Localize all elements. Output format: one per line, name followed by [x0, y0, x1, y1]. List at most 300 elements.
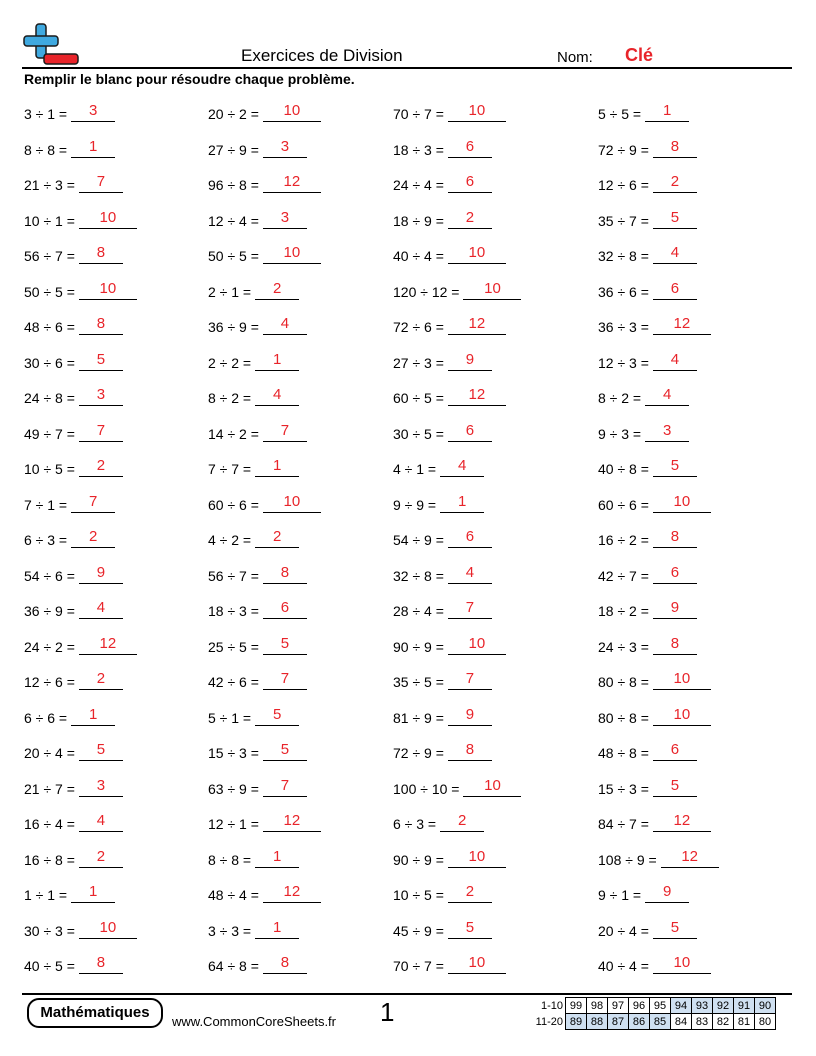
problem-question: 12 ÷ 4 =: [208, 212, 259, 229]
problem-item: [598, 169, 697, 193]
score-row: [566, 998, 776, 1014]
problem-question: 48 ÷ 8 =: [598, 745, 649, 761]
problem-item: [24, 240, 123, 264]
problem-item: [393, 666, 492, 690]
problem-item: [598, 666, 711, 690]
problem-item: [393, 773, 521, 797]
score-cell: 80: [755, 1014, 776, 1030]
problem-question: 18 ÷ 2 =: [598, 603, 649, 619]
answer-blank[interactable]: 12: [448, 385, 506, 406]
problem-question: 32 ÷ 8 =: [598, 248, 649, 264]
problem-item: [598, 98, 689, 122]
problem-item: [393, 631, 506, 655]
answer-blank[interactable]: 4: [645, 385, 689, 406]
problem-item: [393, 382, 506, 406]
answer-blank[interactable]: 7: [448, 669, 492, 690]
problem-item: [208, 595, 307, 619]
problem-question: 16 ÷ 8 =: [24, 851, 75, 868]
problem-item: [208, 382, 299, 406]
score-table: [565, 997, 776, 1030]
page-number: 1: [380, 997, 395, 1027]
problem-question: 8 ÷ 8 =: [208, 851, 252, 868]
answer-blank[interactable]: 10: [79, 918, 137, 939]
worksheet-title: Exercices de Division: [241, 46, 403, 65]
problem-question: 30 ÷ 6 =: [24, 354, 75, 371]
problem-question: 84 ÷ 7 =: [598, 816, 649, 832]
problem-question: 100 ÷ 10 =: [393, 780, 460, 797]
answer-blank[interactable]: 3: [71, 101, 115, 122]
problem-item: [598, 844, 719, 868]
answer-blank[interactable]: 8: [263, 563, 307, 584]
problem-question: 9 ÷ 9 =: [393, 496, 437, 513]
problem-question: 24 ÷ 8 =: [24, 390, 75, 406]
answer-blank[interactable]: 12: [448, 314, 506, 335]
problem-item: [393, 844, 506, 868]
problem-question: 5 ÷ 1 =: [208, 709, 252, 726]
problem-question: 35 ÷ 5 =: [393, 674, 444, 690]
answer-blank[interactable]: 1: [255, 456, 299, 477]
score-row-labels: [530, 998, 563, 1030]
problem-item: [208, 844, 299, 868]
problem-item: [598, 347, 697, 371]
problem-question: 42 ÷ 6 =: [208, 674, 259, 690]
score-cell: 96: [629, 998, 650, 1014]
problem-item: [24, 702, 115, 726]
problem-item: [24, 808, 123, 832]
answer-blank[interactable]: 1: [71, 882, 115, 903]
score-cell: 91: [734, 998, 755, 1014]
answer-blank[interactable]: 8: [448, 740, 492, 761]
problem-question: 70 ÷ 7 =: [393, 958, 444, 974]
instructions: Remplir le blanc pour résoudre chaque problème.: [24, 71, 355, 87]
problem-item: [598, 808, 711, 832]
problem-item: [598, 276, 697, 300]
answer-blank[interactable]: 2: [79, 669, 123, 690]
answer-blank[interactable]: 1: [255, 918, 299, 939]
problem-item: [208, 666, 307, 690]
problem-item: [393, 134, 492, 158]
problem-question: 64 ÷ 8 =: [208, 958, 259, 974]
answer-blank[interactable]: 10: [653, 492, 711, 513]
problem-question: 25 ÷ 5 =: [208, 638, 259, 655]
score-cell: 99: [566, 998, 587, 1014]
answer-blank[interactable]: 2: [653, 172, 697, 193]
problem-question: 18 ÷ 3 =: [393, 141, 444, 158]
problem-item: [24, 595, 123, 619]
problem-question: 3 ÷ 3 =: [208, 922, 252, 939]
problem-item: [208, 950, 307, 974]
problem-question: 72 ÷ 6 =: [393, 319, 444, 335]
answer-blank[interactable]: 5: [653, 776, 697, 797]
problem-item: [24, 773, 123, 797]
answer-blank[interactable]: 10: [263, 101, 321, 122]
problem-question: 20 ÷ 2 =: [208, 106, 259, 122]
problem-item: [393, 524, 492, 548]
answer-blank[interactable]: 12: [263, 811, 321, 832]
problem-question: 6 ÷ 3 =: [24, 532, 68, 548]
score-cell: 93: [692, 998, 713, 1014]
answer-blank[interactable]: 9: [448, 705, 492, 726]
problem-question: 54 ÷ 9 =: [393, 532, 444, 548]
problem-question: 63 ÷ 9 =: [208, 780, 259, 797]
problem-item: [24, 666, 123, 690]
problem-item: [24, 453, 123, 477]
problem-item: [393, 737, 492, 761]
answer-blank[interactable]: 6: [448, 421, 492, 442]
answer-blank[interactable]: 7: [263, 421, 307, 442]
problem-item: [24, 205, 137, 229]
problem-question: 36 ÷ 6 =: [598, 283, 649, 300]
problem-question: 2 ÷ 1 =: [208, 283, 252, 300]
problem-question: 7 ÷ 1 =: [24, 496, 68, 513]
problem-question: 60 ÷ 6 =: [208, 496, 259, 513]
answer-blank[interactable]: 4: [440, 456, 484, 477]
answer-blank[interactable]: 7: [448, 598, 492, 619]
answer-blank[interactable]: 8: [79, 243, 123, 264]
score-cell: 94: [671, 998, 692, 1014]
problem-item: [393, 879, 492, 903]
problem-question: 35 ÷ 7 =: [598, 212, 649, 229]
answer-blank[interactable]: 10: [448, 634, 506, 655]
problem-question: 15 ÷ 3 =: [598, 780, 649, 797]
problem-item: [393, 205, 492, 229]
score-cell: 81: [734, 1014, 755, 1030]
problem-item: [24, 950, 123, 974]
problem-item: [24, 737, 123, 761]
problem-question: 4 ÷ 2 =: [208, 532, 252, 548]
problem-question: 56 ÷ 7 =: [24, 248, 75, 264]
problem-question: 12 ÷ 6 =: [598, 177, 649, 193]
score-cell: 90: [755, 998, 776, 1014]
answer-blank[interactable]: 1: [71, 705, 115, 726]
problem-item: [393, 169, 492, 193]
answer-blank[interactable]: 7: [79, 421, 123, 442]
problem-item: [208, 98, 321, 122]
answer-blank[interactable]: 10: [653, 669, 711, 690]
answer-blank[interactable]: 6: [448, 172, 492, 193]
answer-blank[interactable]: 8: [79, 314, 123, 335]
problem-question: 12 ÷ 1 =: [208, 816, 259, 832]
answer-blank[interactable]: 8: [263, 953, 307, 974]
score-row2-label: 11-20: [535, 1016, 563, 1028]
problem-question: 90 ÷ 9 =: [393, 851, 444, 868]
problem-question: 90 ÷ 9 =: [393, 638, 444, 655]
answer-blank[interactable]: 6: [448, 527, 492, 548]
answer-blank[interactable]: 4: [79, 598, 123, 619]
answer-blank[interactable]: 2: [255, 527, 299, 548]
problem-question: 96 ÷ 8 =: [208, 177, 259, 193]
answer-blank[interactable]: 10: [463, 279, 521, 300]
problem-item: [598, 737, 697, 761]
answer-blank[interactable]: 5: [263, 740, 307, 761]
answer-blank[interactable]: 3: [79, 385, 123, 406]
problem-item: [24, 276, 137, 300]
problem-item: [24, 418, 123, 442]
problem-question: 16 ÷ 2 =: [598, 532, 649, 548]
problem-item: [598, 950, 711, 974]
problem-question: 6 ÷ 3 =: [393, 816, 437, 832]
problem-item: [24, 524, 115, 548]
problem-item: [598, 560, 697, 584]
problem-question: 40 ÷ 4 =: [393, 248, 444, 264]
answer-blank[interactable]: 6: [263, 598, 307, 619]
score-cell: 95: [650, 998, 671, 1014]
problem-item: [598, 915, 697, 939]
answer-blank[interactable]: 10: [463, 776, 521, 797]
problem-question: 15 ÷ 3 =: [208, 745, 259, 761]
footer-divider: [22, 993, 792, 995]
answer-blank[interactable]: 8: [79, 953, 123, 974]
problem-item: [393, 98, 506, 122]
answer-blank[interactable]: 6: [448, 137, 492, 158]
score-cell: 87: [608, 1014, 629, 1030]
problem-question: 16 ÷ 4 =: [24, 816, 75, 832]
answer-blank[interactable]: 12: [263, 882, 321, 903]
score-cell: 82: [713, 1014, 734, 1030]
answer-blank[interactable]: 5: [653, 918, 697, 939]
answer-blank[interactable]: 9: [645, 882, 689, 903]
answer-blank[interactable]: 9: [79, 563, 123, 584]
answer-blank[interactable]: 5: [79, 350, 123, 371]
problem-question: 60 ÷ 5 =: [393, 390, 444, 406]
answer-blank[interactable]: 8: [653, 634, 697, 655]
answer-blank[interactable]: 3: [79, 776, 123, 797]
answer-blank[interactable]: 10: [448, 243, 506, 264]
problem-item: [24, 311, 123, 335]
answer-blank[interactable]: 10: [79, 208, 137, 229]
score-cell: 85: [650, 1014, 671, 1030]
problem-question: 20 ÷ 4 =: [24, 745, 75, 761]
answer-blank[interactable]: 10: [263, 243, 321, 264]
answer-blank[interactable]: 2: [71, 527, 115, 548]
problem-question: 8 ÷ 2 =: [598, 390, 642, 406]
answer-blank[interactable]: 10: [653, 953, 711, 974]
answer-blank[interactable]: 3: [263, 208, 307, 229]
answer-blank[interactable]: 12: [661, 847, 719, 868]
problem-question: 9 ÷ 3 =: [598, 425, 642, 442]
answer-blank[interactable]: 4: [653, 350, 697, 371]
problem-item: [208, 169, 321, 193]
problem-question: 9 ÷ 1 =: [598, 887, 642, 903]
problem-question: 56 ÷ 7 =: [208, 567, 259, 584]
problem-item: [393, 276, 521, 300]
problem-item: [393, 418, 492, 442]
answer-blank[interactable]: 6: [653, 563, 697, 584]
problem-item: [208, 347, 299, 371]
problem-item: [24, 169, 123, 193]
answer-blank[interactable]: 4: [255, 385, 299, 406]
problem-item: [598, 453, 697, 477]
problem-question: 27 ÷ 9 =: [208, 141, 259, 158]
answer-blank[interactable]: 6: [653, 279, 697, 300]
problem-question: 49 ÷ 7 =: [24, 425, 75, 442]
problem-question: 27 ÷ 3 =: [393, 354, 444, 371]
problem-question: 40 ÷ 5 =: [24, 958, 75, 974]
score-cell: 92: [713, 998, 734, 1014]
answer-blank[interactable]: 1: [255, 350, 299, 371]
answer-blank[interactable]: 1: [440, 492, 484, 513]
answer-blank[interactable]: 8: [653, 527, 697, 548]
name-label: Nom:: [557, 49, 593, 66]
answer-blank[interactable]: 2: [448, 882, 492, 903]
problem-question: 21 ÷ 7 =: [24, 780, 75, 797]
answer-blank[interactable]: 2: [79, 456, 123, 477]
answer-blank[interactable]: 10: [448, 953, 506, 974]
problem-question: 70 ÷ 7 =: [393, 106, 444, 122]
answer-blank[interactable]: 2: [440, 811, 484, 832]
answer-blank[interactable]: 3: [645, 421, 689, 442]
answer-blank[interactable]: 7: [79, 172, 123, 193]
problem-question: 36 ÷ 9 =: [24, 603, 75, 619]
answer-blank[interactable]: 12: [263, 172, 321, 193]
score-cell: 89: [566, 1014, 587, 1030]
problem-question: 36 ÷ 3 =: [598, 319, 649, 335]
problem-question: 18 ÷ 9 =: [393, 212, 444, 229]
problem-item: [393, 489, 484, 513]
score-row1-label: 1-10: [540, 1000, 563, 1012]
problem-question: 8 ÷ 2 =: [208, 390, 252, 406]
problem-item: [24, 560, 123, 584]
problem-question: 4 ÷ 1 =: [393, 461, 437, 477]
problem-item: [24, 915, 137, 939]
problem-item: [393, 808, 484, 832]
problem-question: 3 ÷ 1 =: [24, 106, 68, 122]
problem-item: [393, 311, 506, 335]
answer-blank[interactable]: 12: [653, 314, 711, 335]
problem-item: [208, 915, 299, 939]
answer-blank[interactable]: 3: [263, 137, 307, 158]
answer-blank[interactable]: 1: [255, 847, 299, 868]
answer-blank[interactable]: 1: [645, 101, 689, 122]
problem-question: 21 ÷ 3 =: [24, 177, 75, 193]
problem-question: 5 ÷ 5 =: [598, 106, 642, 122]
answer-blank[interactable]: 6: [653, 740, 697, 761]
problem-question: 24 ÷ 4 =: [393, 177, 444, 193]
problem-item: [208, 702, 299, 726]
problem-question: 2 ÷ 2 =: [208, 354, 252, 371]
problem-item: [598, 524, 697, 548]
answer-blank[interactable]: 9: [653, 598, 697, 619]
problem-question: 30 ÷ 3 =: [24, 922, 75, 939]
problem-question: 10 ÷ 1 =: [24, 212, 75, 229]
problem-item: [598, 240, 697, 264]
site-url: www.CommonCoreSheets.fr: [172, 1014, 336, 1029]
problem-item: [208, 737, 307, 761]
problem-item: [393, 560, 492, 584]
problem-item: [598, 311, 711, 335]
problem-question: 10 ÷ 5 =: [24, 461, 75, 477]
answer-blank[interactable]: 5: [79, 740, 123, 761]
answer-blank[interactable]: 10: [263, 492, 321, 513]
problem-item: [393, 915, 492, 939]
problem-item: [393, 702, 492, 726]
problem-question: 42 ÷ 7 =: [598, 567, 649, 584]
problem-question: 50 ÷ 5 =: [208, 248, 259, 264]
problem-question: 14 ÷ 2 =: [208, 425, 259, 442]
problem-item: [208, 879, 321, 903]
problem-item: [598, 595, 697, 619]
name-value: Clé: [625, 45, 654, 65]
problem-item: [208, 311, 307, 335]
answer-blank[interactable]: 2: [255, 279, 299, 300]
problem-item: [598, 879, 689, 903]
problem-item: [598, 134, 697, 158]
problem-question: 80 ÷ 8 =: [598, 674, 649, 690]
problem-item: [208, 631, 307, 655]
problem-item: [24, 347, 123, 371]
problem-question: 48 ÷ 6 =: [24, 319, 75, 335]
answer-blank[interactable]: 10: [448, 847, 506, 868]
score-cell: 86: [629, 1014, 650, 1030]
answer-blank[interactable]: 4: [448, 563, 492, 584]
answer-blank[interactable]: 5: [255, 705, 299, 726]
answer-blank[interactable]: 10: [653, 705, 711, 726]
answer-blank[interactable]: 10: [448, 101, 506, 122]
brand-badge: Mathématiques: [27, 998, 163, 1028]
answer-blank[interactable]: 7: [263, 776, 307, 797]
answer-blank[interactable]: 5: [653, 208, 697, 229]
answer-blank[interactable]: 4: [79, 811, 123, 832]
problem-question: 10 ÷ 5 =: [393, 887, 444, 903]
problem-item: [24, 879, 115, 903]
problem-question: 28 ÷ 4 =: [393, 603, 444, 619]
problem-item: [393, 950, 506, 974]
answer-blank[interactable]: 12: [79, 634, 137, 655]
answer-blank[interactable]: 1: [71, 137, 115, 158]
problem-question: 40 ÷ 4 =: [598, 958, 649, 974]
answer-blank[interactable]: 4: [263, 314, 307, 335]
answer-blank[interactable]: 9: [448, 350, 492, 371]
score-cell: 83: [692, 1014, 713, 1030]
answer-blank[interactable]: 10: [79, 279, 137, 300]
problem-item: [598, 489, 711, 513]
problem-item: [598, 773, 697, 797]
problem-question: 18 ÷ 3 =: [208, 603, 259, 619]
problem-question: 7 ÷ 7 =: [208, 461, 252, 477]
problem-item: [393, 347, 492, 371]
problem-item: [24, 844, 123, 868]
problem-question: 8 ÷ 8 =: [24, 141, 68, 158]
problem-item: [598, 382, 689, 406]
answer-blank[interactable]: 5: [653, 456, 697, 477]
answer-blank[interactable]: 5: [263, 634, 307, 655]
problem-question: 12 ÷ 3 =: [598, 354, 649, 371]
problem-question: 1 ÷ 1 =: [24, 887, 68, 903]
problem-item: [24, 631, 137, 655]
answer-blank[interactable]: 5: [448, 918, 492, 939]
problem-question: 108 ÷ 9 =: [598, 851, 657, 868]
problem-item: [208, 418, 307, 442]
answer-blank[interactable]: 2: [79, 847, 123, 868]
answer-blank[interactable]: 7: [71, 492, 115, 513]
answer-blank[interactable]: 12: [653, 811, 711, 832]
problem-item: [598, 418, 689, 442]
problem-item: [208, 205, 307, 229]
problem-question: 30 ÷ 5 =: [393, 425, 444, 442]
score-cell: 98: [587, 998, 608, 1014]
answer-blank[interactable]: 8: [653, 137, 697, 158]
problem-question: 72 ÷ 9 =: [393, 745, 444, 761]
score-row: [566, 1014, 776, 1030]
answer-blank[interactable]: 2: [448, 208, 492, 229]
problem-question: 45 ÷ 9 =: [393, 922, 444, 939]
problem-item: [208, 773, 307, 797]
problem-question: 36 ÷ 9 =: [208, 319, 259, 335]
problem-item: [208, 453, 299, 477]
problem-question: 72 ÷ 9 =: [598, 141, 649, 158]
answer-blank[interactable]: 4: [653, 243, 697, 264]
answer-blank[interactable]: 7: [263, 669, 307, 690]
